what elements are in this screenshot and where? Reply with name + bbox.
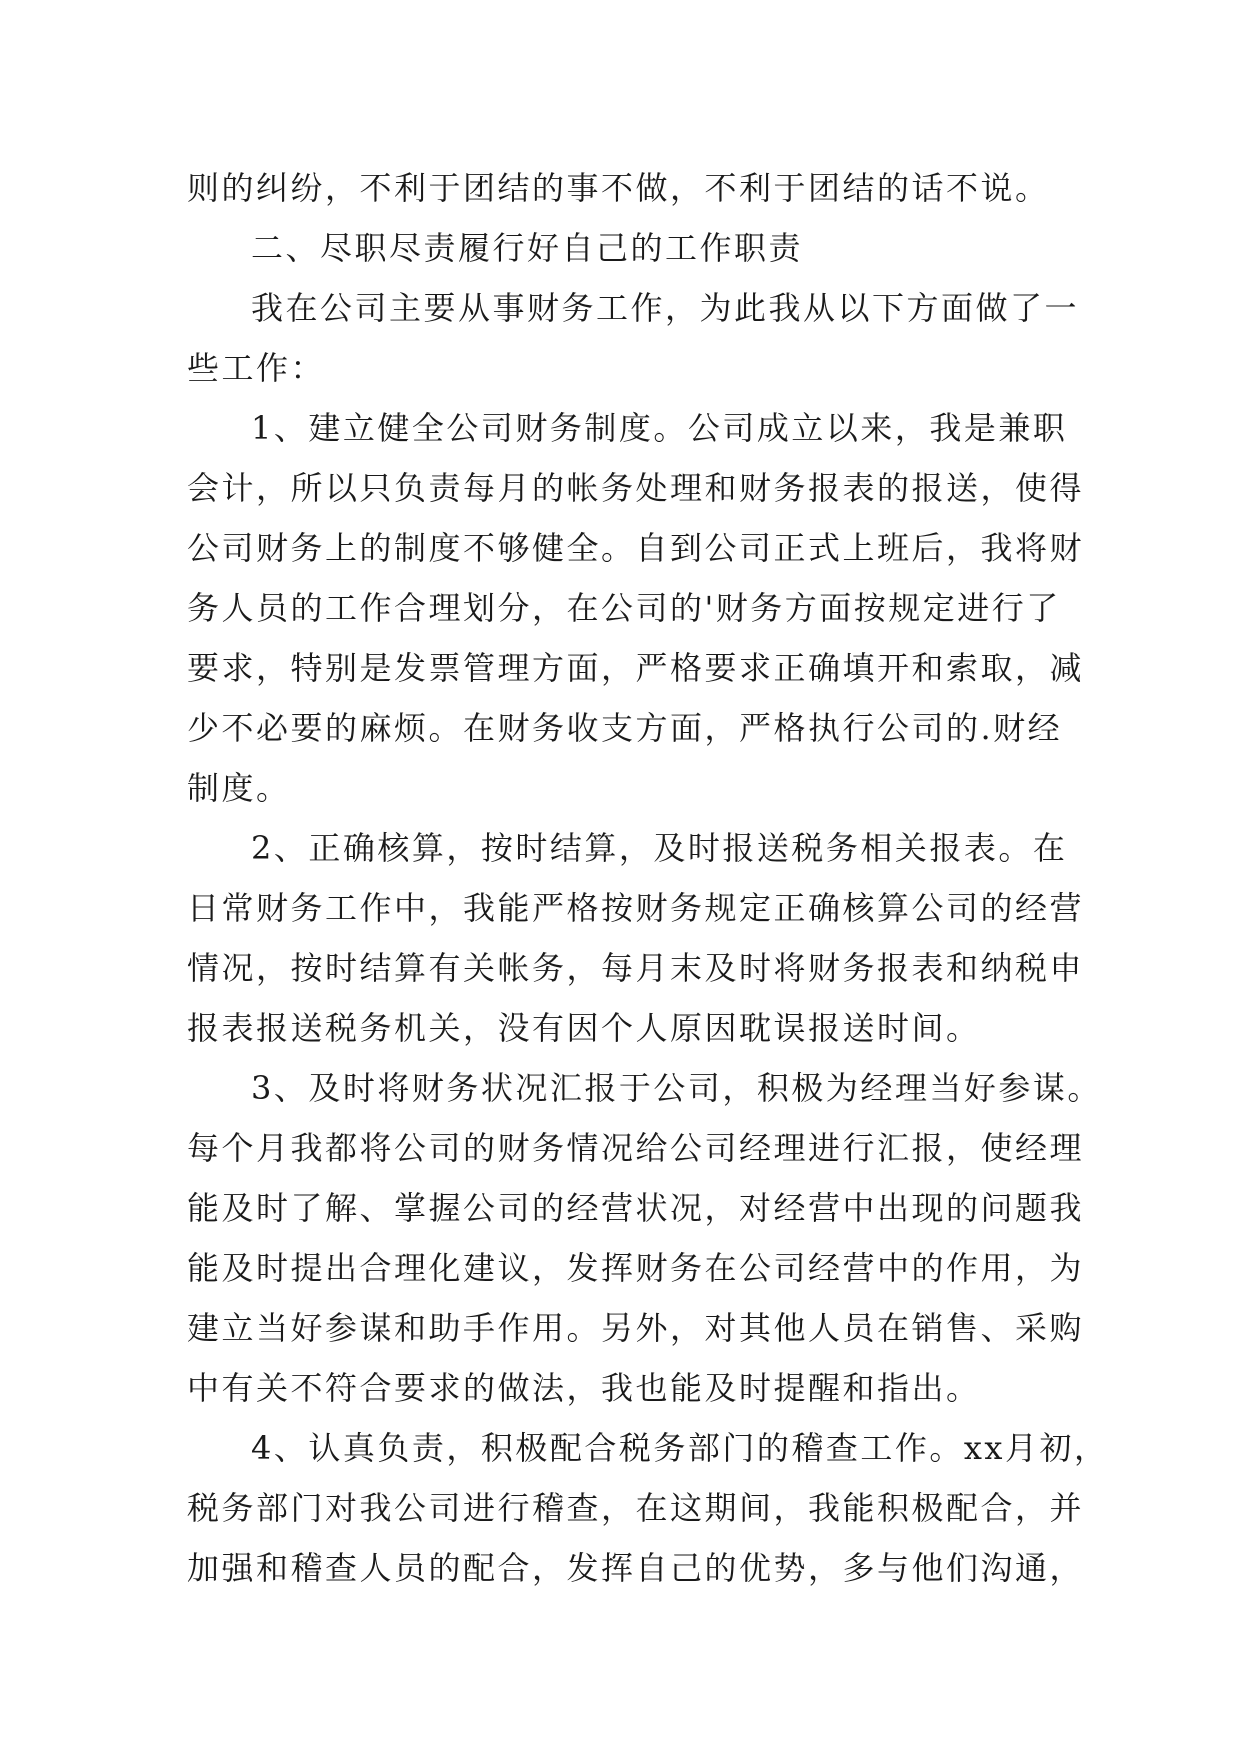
text-line: 日常财务工作中，我能严格按财务规定正确核算公司的经营 [187, 889, 1085, 927]
document-body [187, 158, 1109, 1598]
list-item-heading: 3、及时将财务状况汇报于公司，积极为经理当好参谋。 [251, 1069, 1102, 1107]
text-line: 会计，所以只负责每月的帐务处理和财务报表的报送，使得 [187, 469, 1085, 507]
text-line: 报表报送税务机关，没有因个人原因耽误报送时间。 [187, 1009, 981, 1047]
text-line: 税务部门对我公司进行稽查，在这期间，我能积极配合，并 [187, 1489, 1085, 1527]
text-line: 公司财务上的制度不够健全。自到公司正式上班后，我将财 [187, 529, 1085, 567]
list-item-heading: 4、认真负责，积极配合税务部门的稽查工作。xx月初， [251, 1429, 1109, 1467]
text-line: 些工作： [187, 349, 326, 387]
text-line: 能及时了解、掌握公司的经营状况，对经营中出现的问题我 [187, 1189, 1085, 1227]
text-line: 情况，按时结算有关帐务，每月末及时将财务报表和纳税申 [187, 949, 1085, 987]
text-line: 务人员的工作合理划分，在公司的'财务方面按规定进行了 [187, 589, 1061, 627]
text-line: 能及时提出合理化建议，发挥财务在公司经营中的作用，为 [187, 1249, 1085, 1287]
text-line: 我在公司主要从事财务工作，为此我从以下方面做了一 [251, 289, 1080, 327]
text-line: 中有关不符合要求的做法，我也能及时提醒和指出。 [187, 1369, 981, 1407]
list-item-heading: 2、正确核算，按时结算，及时报送税务相关报表。在 [251, 829, 1068, 867]
list-item-heading: 1、建立健全公司财务制度。公司成立以来，我是兼职 [251, 409, 1068, 447]
text-line: 则的纠纷，不利于团结的事不做，不利于团结的话不说。 [187, 169, 1050, 207]
text-line: 每个月我都将公司的财务情况给公司经理进行汇报，使经理 [187, 1129, 1085, 1167]
text-line: 加强和稽查人员的配合，发挥自己的优势，多与他们沟通， [187, 1549, 1085, 1587]
text-line: 制度。 [187, 769, 291, 807]
text-line: 建立当好参谋和助手作用。另外，对其他人员在销售、采购 [187, 1309, 1085, 1347]
text-line: 少不必要的麻烦。在财务收支方面，严格执行公司的.财经 [187, 709, 1063, 747]
text-line: 要求，特别是发票管理方面，严格要求正确填开和索取，减 [187, 649, 1085, 687]
section-heading: 二、尽职尽责履行好自己的工作职责 [251, 229, 804, 267]
